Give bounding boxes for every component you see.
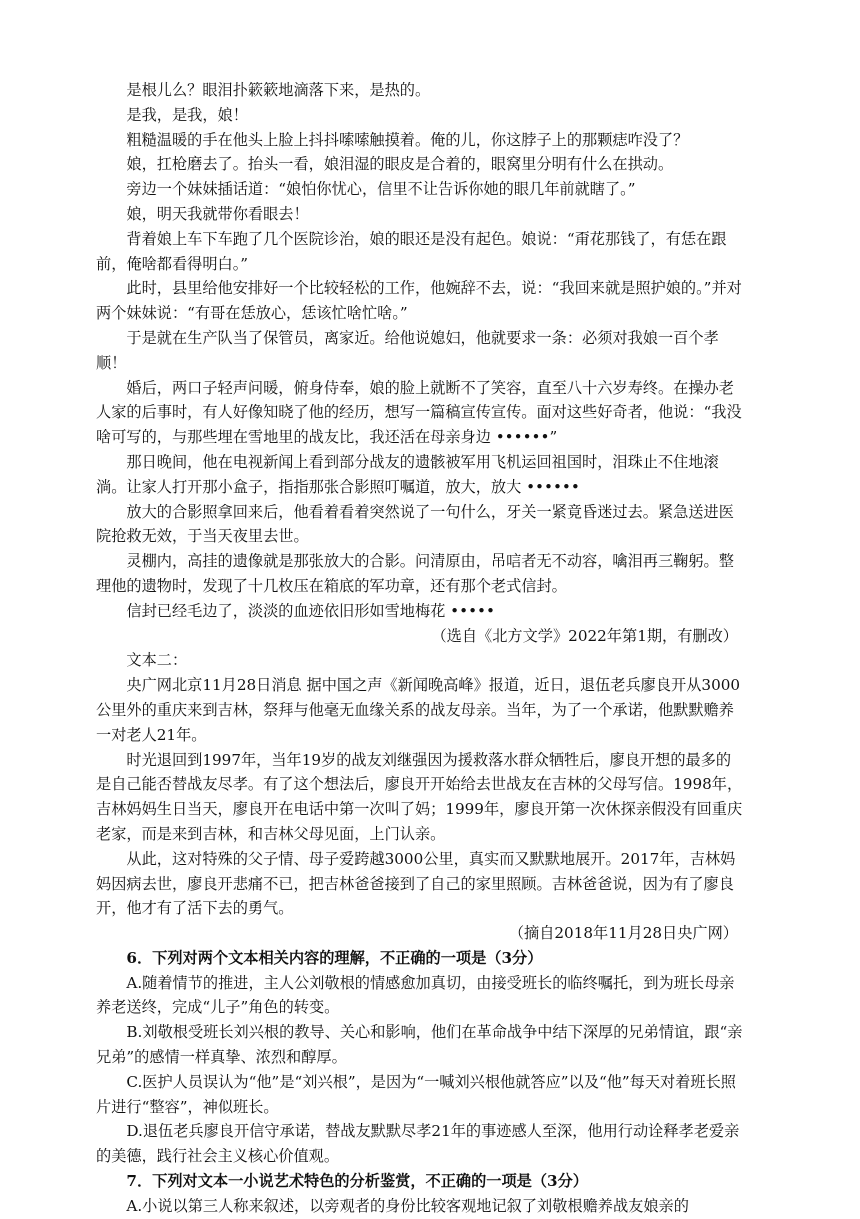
document-page: [96, 78, 744, 1219]
text2-paragraph: 从此，这对特殊的父子情、母子爱跨越3000公里，真实而又默默地展开。2017年，吉林妈妈因病去世，廖良开悲痛不已，把吉林爸爸接到了自己的家里照顾。吉林爸爸说，因为有了廖良开，他才有了活下去的勇气。: [96, 849, 736, 918]
text1-paragraph: 是根儿么？眼泪扑簌簌地滴落下来，是热的。: [126, 81, 431, 99]
question-7: [96, 1169, 744, 1219]
text1-paragraph: 婚后，两口子轻声问暖，俯身侍奉，娘的脸上就断不了笑容，直至八十六岁寿终。在操办老人家的后事时，有人好像知晓了他的经历，想写一篇稿宣传宣传。面对这些好奇者，他说：“我没啥可写的，与那些埋在雪地里的战友比，我还活在母亲身边 ••••••”: [96, 378, 742, 447]
question-option: A.小说以第三人称来叙述，以旁观者的身份比较客观地记叙了刘敬根赡养战友娘亲的: [126, 1196, 689, 1215]
question-title: 7．下列对文本一小说艺术特色的分析鉴赏，不正确的一项是（3分）: [126, 1172, 588, 1191]
text1-paragraph: 旁边一个妹妹插话道：“娘怕你忧心，信里不让告诉你她的眼几年前就瞎了。”: [126, 180, 636, 199]
text1-paragraph: 是我，是我，娘！: [126, 105, 248, 124]
text1-paragraph: 放大的合影照拿回来后，他看着看着突然说了一句什么，牙关一紧竟昏迷过去。紧急送进医院抢救无效，于当天夜里去世。: [96, 502, 734, 546]
text-one: [96, 78, 744, 648]
text1-paragraph: 那日晚间，他在电视新闻上看到部分战友的遗骸被军用飞机运回祖国时，泪珠止不住地滚淌。让家人打开那小盒子，指指那张合影照叮嘱道，放大，放大 ••••••: [96, 452, 719, 496]
text2-heading: 文本二：: [126, 651, 188, 670]
text2-paragraph: 时光退回到1997年，当年19岁的战友刘继强因为援救落水群众牺牲后，廖良开想的最多的是自己能否替战友尽孝。有了这个想法后，廖良开开始给去世战友在吉林的父母写信。1998年，吉林妈妈生日当天，廖良开在电话中第一次叫了妈；1999年，廖良开第一次休探亲假没有回重庆老家，而是来到吉林，和吉林父母见面，上门认亲。: [96, 750, 743, 843]
text1-paragraph: 背着娘上车下车跑了几个医院诊治，娘的眼还是没有起色。娘说：“甭花那钱了，有恁在跟前，俺啥都看得明白。”: [96, 229, 727, 273]
text1-paragraph: 灵棚内，高挂的遗像就是那张放大的合影。问清原由，吊唁者无不动容，噙泪再三鞠躬。整理他的遗物时，发现了十几枚压在箱底的军功章，还有那个老式信封。: [96, 552, 734, 595]
text1-paragraph: 于是就在生产队当了保管员，离家近。给他说媳妇，他就要求一条：必须对我娘一百个孝顺！: [96, 328, 719, 372]
question-6: [96, 946, 744, 1169]
text2-source: （摘自2018年11月28日央广网）: [508, 924, 738, 943]
text1-paragraph: 粗糙温暖的手在他头上脸上抖抖嗦嗦触摸着。俺的儿，你这脖子上的那颗痣咋没了？: [126, 130, 689, 149]
text1-paragraph: 娘，扛枪磨去了。抬头一看，娘泪湿的眼皮是合着的，眼窝里分明有什么在拱动。: [126, 155, 674, 174]
text-two: [96, 648, 744, 946]
text1-paragraph: 此时，县里给他安排好一个比较轻松的工作，他婉辞不去，说：“我回来就是照护娘的。”并对两个妹妹说：“有哥在恁放心，恁该忙啥忙啥。”: [96, 279, 742, 323]
question-option: B.刘敬根受班长刘兴根的教导、关心和影响，他们在革命战争中结下深厚的兄弟情谊，跟“亲兄弟”的感情一样真挚、浓烈和醇厚。: [96, 1023, 743, 1067]
text1-paragraph: 娘，明天我就带你看眼去！: [126, 204, 309, 223]
question-title: 6．下列对两个文本相关内容的理解，不正确的一项是（3分）: [126, 948, 543, 967]
question-option: D.退伍老兵廖良开信守承诺，替战友默默尽孝21年的事迹感人至深，他用行动诠释孝老爱亲的美德，践行社会主义核心价值观。: [96, 1122, 740, 1166]
question-option: A.随着情节的推进，主人公刘敬根的情感愈加真切，由接受班长的临终嘱托，到为班长母亲养老送终，完成“儿子”角色的转变。: [96, 973, 735, 1017]
text1-source: （选自《北方文学》2022年第1期，有删改）: [431, 626, 738, 645]
text1-paragraph: 信封已经毛边了，淡淡的血迹依旧形如雪地梅花 •••••: [126, 601, 495, 620]
text2-paragraph: 央广网北京11月28日消息 据中国之声《新闻晚高峰》报道，近日，退伍老兵廖良开从3000公里外的重庆来到吉林，祭拜与他毫无血缘关系的战友母亲。当年，为了一个承诺，他默默赡养一对老人21年。: [96, 676, 741, 744]
question-option: C.医护人员误认为“他”是“刘兴根”，是因为“一喊刘兴根他就答应”以及“他”每天对着班长照片进行“整容”，神似班长。: [96, 1072, 736, 1116]
